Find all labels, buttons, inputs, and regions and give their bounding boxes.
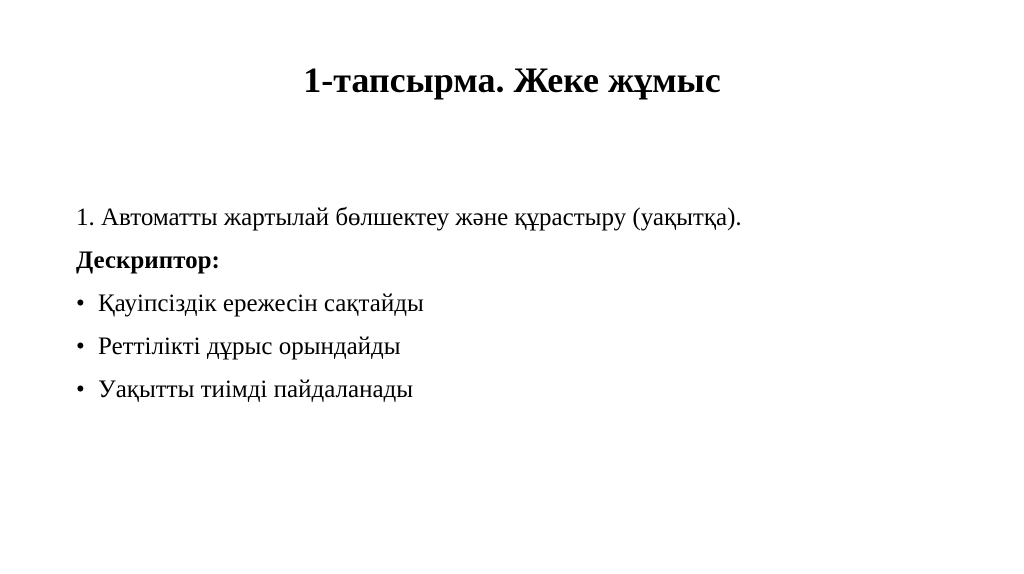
bullet-text-1: Қауіпсіздік ережесін сақтайды <box>98 290 424 317</box>
slide-title: 1-тапсырма. Жеке жұмыс <box>303 60 721 100</box>
bullet-icon: • <box>76 376 85 403</box>
bullet-item-3 <box>76 368 976 411</box>
descriptor-label: Дескриптор: <box>76 247 220 274</box>
bullet-item-2 <box>76 325 976 368</box>
bullet-text-3: Уақытты тиімді пайдаланады <box>98 376 414 403</box>
bullet-item-1 <box>76 282 976 325</box>
slide-body <box>76 196 976 411</box>
bullet-icon: • <box>76 333 85 360</box>
bullet-icon: • <box>76 290 85 317</box>
task-line: 1. Автоматты жартылай бөлшектеу және құрастыру (уақытқа). <box>76 204 742 231</box>
bullet-text-2: Реттілікті дұрыс орындайды <box>98 333 401 360</box>
